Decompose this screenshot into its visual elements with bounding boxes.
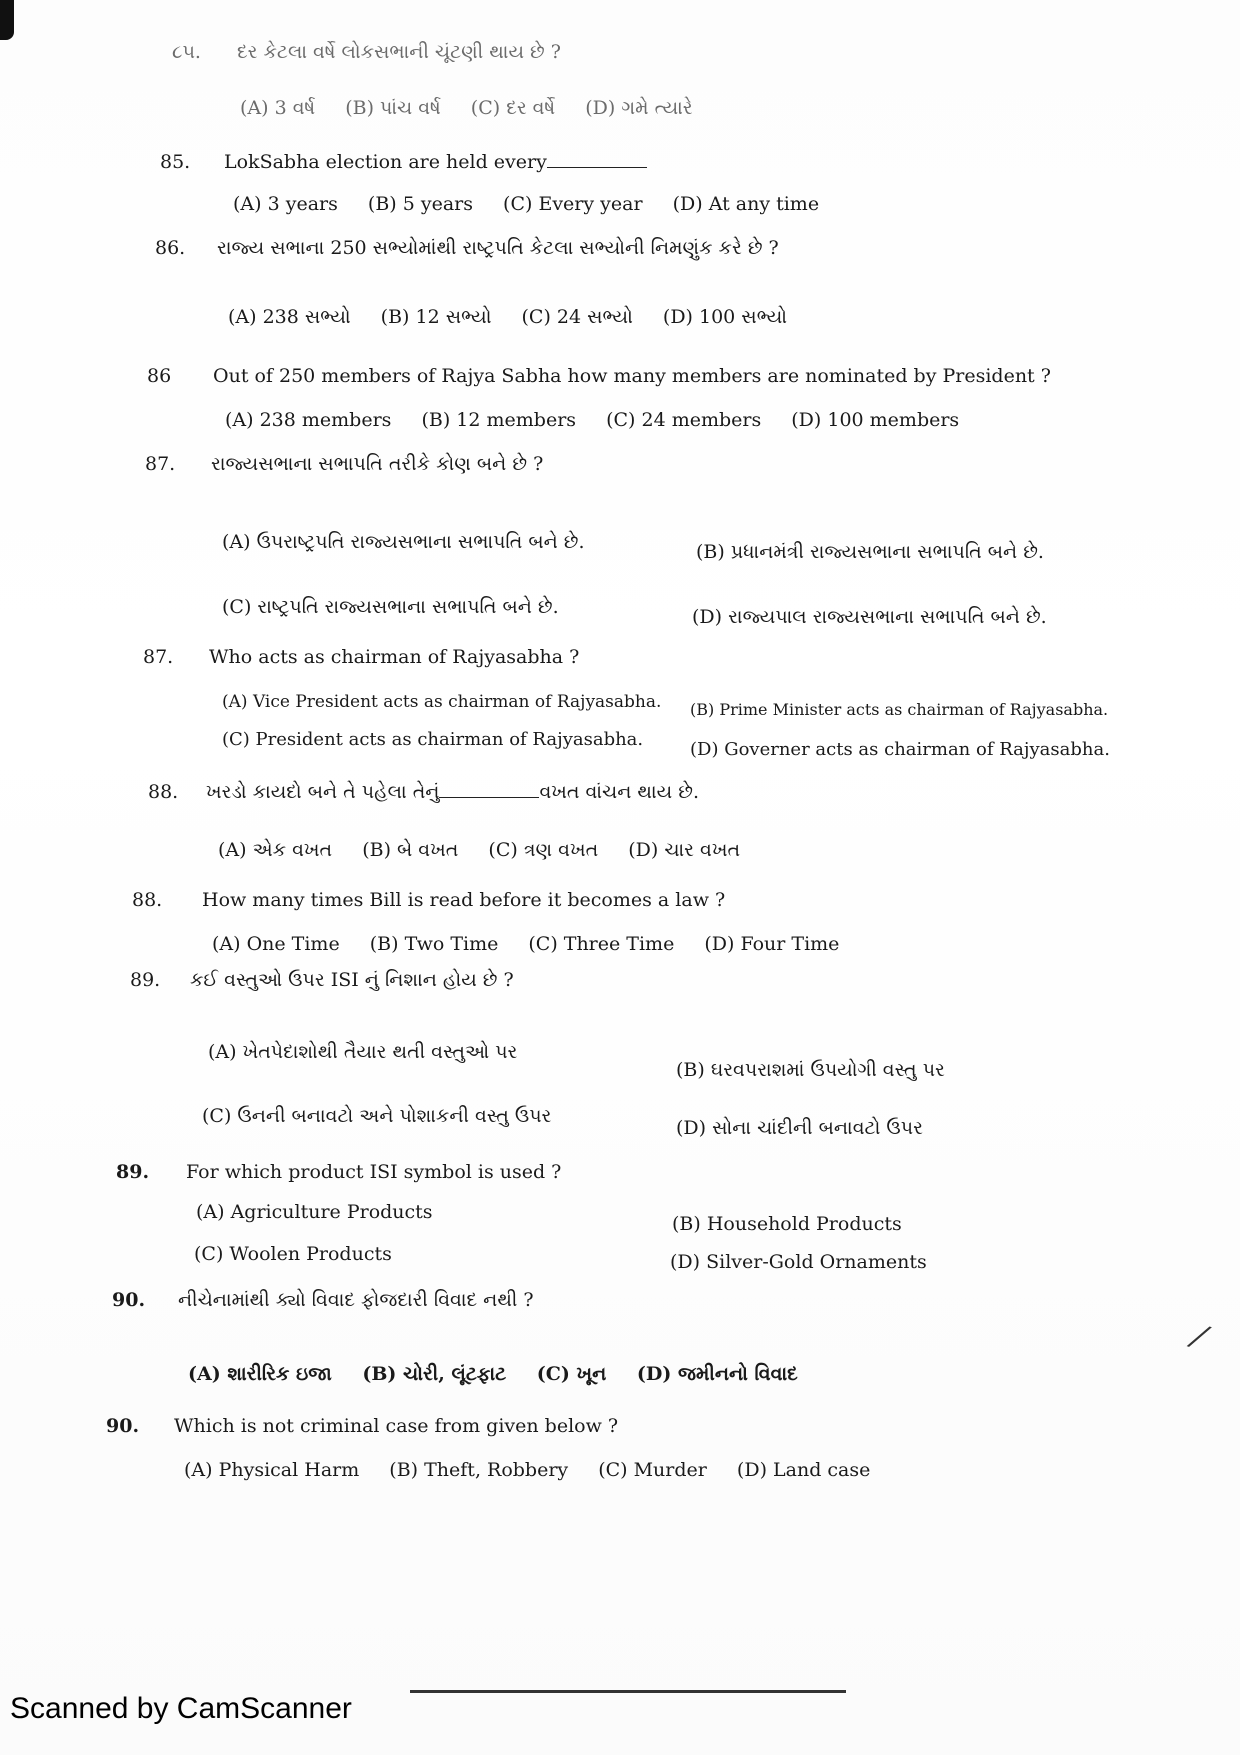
answer-blank <box>439 781 539 798</box>
option-b: (B) પાંચ વર્ષ <box>345 97 441 119</box>
question-90-gujarati <box>112 1288 1112 1314</box>
option-c: (C) Three Time <box>528 933 675 955</box>
question-number: 90. <box>112 1289 146 1311</box>
question-text: કઈ વસ્તુઓ ઉપર ISI નું નિશાન હોય છે ? <box>190 969 514 991</box>
question-89-gujarati <box>130 968 1130 994</box>
option-c: (C) ઉનની બનાવટો અને પોશાકની વસ્તુ ઉપર <box>202 1105 552 1127</box>
pen-mark: ⁄ <box>1189 1318 1208 1358</box>
question-87-english <box>143 645 1143 671</box>
option-c: (C) 24 members <box>606 409 762 431</box>
option-b: (B) 12 members <box>421 409 577 431</box>
option-a: (A) ખેતપેદાશોથી તૈયાર થતી વસ્તુઓ પર <box>208 1041 518 1063</box>
question-85-gujarati <box>172 40 1172 66</box>
option-a: (A) 3 વર્ષ <box>240 97 316 119</box>
option-c: (C) રાષ્ટ્રપતિ રાજ્યસભાના સભાપતિ બને છે. <box>222 596 559 618</box>
option-d: (D) રાજ્યપાલ રાજ્યસભાના સભાપતિ બને છે. <box>692 606 1047 628</box>
question-number: 89. <box>130 969 161 991</box>
scanner-watermark: Scanned by CamScanner <box>10 1692 352 1725</box>
option-a: (A) Vice President acts as chairman of Rajyasabha. <box>222 692 662 712</box>
question-90-gujarati-options <box>188 1362 822 1386</box>
option-d: (D) At any time <box>672 193 820 215</box>
option-d: (D) ચાર વખત <box>628 839 741 861</box>
question-number: 87. <box>143 646 174 668</box>
option-d: (D) Governer acts as chairman of Rajyasabha. <box>690 739 1110 760</box>
option-b: (B) Household Products <box>672 1213 902 1235</box>
question-90-english-options <box>184 1458 894 1482</box>
question-text: દર કેટલા વર્ષે લોકસભાની ચૂંટણી થાય છે ? <box>237 41 561 63</box>
question-88-english <box>132 888 1132 914</box>
question-88-gujarati <box>148 780 1148 806</box>
option-b: (B) 5 years <box>367 193 473 215</box>
option-b: (B) ઘરવપરાશમાં ઉપયોગી વસ્તુ પર <box>676 1059 945 1081</box>
question-text: How many times Bill is read before it becomes a law ? <box>202 889 726 911</box>
question-number: 89. <box>116 1161 150 1183</box>
option-d: (D) ગમે ત્યારે <box>585 97 693 119</box>
option-c: (C) Murder <box>598 1459 707 1481</box>
question-86-gujarati-options <box>228 305 811 329</box>
option-d: (D) Land case <box>736 1459 871 1481</box>
option-a: (A) Physical Harm <box>184 1459 360 1481</box>
option-b: (B) ચોરી, લૂંટફાટ <box>362 1363 507 1385</box>
question-88-gujarati-options <box>218 838 764 862</box>
option-c: (C) દર વર્ષે <box>470 97 556 119</box>
option-c: (C) President acts as chairman of Rajyasabha. <box>222 729 644 750</box>
question-text: નીચેનામાંથી ક્યો વિવાદ ફોજદારી વિવાદ નથી ? <box>178 1289 534 1311</box>
question-text: રાજ્યસભાના સભાપતિ તરીકે કોણ બને છે ? <box>211 453 544 475</box>
question-number: 90. <box>106 1415 140 1437</box>
question-85-gujarati-options <box>240 96 717 120</box>
question-87-gujarati <box>145 452 1145 478</box>
question-85-english-options <box>233 192 843 216</box>
question-text: Out of 250 members of Rajya Sabha how many members are nominated by President ? <box>213 365 1051 387</box>
option-c: (C) Woolen Products <box>194 1243 392 1265</box>
question-number: 85. <box>160 151 191 173</box>
question-text: LokSabha election are held every <box>224 150 647 174</box>
option-a: (A) શારીરિક ઇજા <box>188 1363 332 1385</box>
question-85-english <box>160 150 1160 176</box>
option-d: (D) 100 members <box>791 409 960 431</box>
option-c: (C) Every year <box>503 193 643 215</box>
question-text: ખરડો કાયદો બને તે પહેલા તેનું વખત વાંચન થાય છે. <box>206 781 699 803</box>
option-b: (B) બે વખત <box>362 839 459 861</box>
question-number: 86. <box>155 237 186 259</box>
option-b: (B) પ્રધાનમંત્રી રાજ્યસભાના સભાપતિ બને છે. <box>696 541 1044 563</box>
question-text: રાજ્ય સભાના 250 સભ્યોમાંથી રાષ્ટ્રપતિ કેટલા સભ્યોની નિમણુંક કરે છે ? <box>217 237 779 259</box>
option-a: (A) Agriculture Products <box>196 1201 433 1223</box>
question-number: 87. <box>145 453 176 475</box>
option-d: (D) Silver-Gold Ornaments <box>670 1251 927 1273</box>
question-number: 88. <box>132 889 163 911</box>
option-d: (D) Four Time <box>704 933 840 955</box>
option-c: (C) 24 સભ્યો <box>521 306 633 328</box>
question-86-english-options <box>225 408 983 432</box>
option-c: (C) ત્રણ વખત <box>488 839 599 861</box>
question-number: 86 <box>147 365 172 387</box>
option-d: (D) જમીનનો વિવાદ <box>636 1363 798 1385</box>
question-number: ૮૫. <box>172 41 201 63</box>
option-c: (C) ખૂન <box>536 1363 607 1385</box>
question-number: 88. <box>148 781 179 803</box>
question-88-english-options <box>212 932 863 956</box>
option-b: (B) 12 સભ્યો <box>380 306 492 328</box>
option-a: (A) 238 members <box>225 409 392 431</box>
option-a: (A) 3 years <box>233 193 338 215</box>
bottom-rule <box>410 1690 846 1693</box>
question-89-english <box>116 1160 1116 1186</box>
question-86-gujarati <box>155 236 1215 262</box>
option-d: (D) સોના ચાંદીની બનાવટો ઉપર <box>676 1117 923 1139</box>
question-90-english <box>106 1414 1106 1440</box>
option-a: (A) One Time <box>212 933 340 955</box>
option-b: (B) Two Time <box>369 933 499 955</box>
answer-blank <box>547 151 647 168</box>
option-d: (D) 100 સભ્યો <box>662 306 788 328</box>
option-b: (B) Prime Minister acts as chairman of Rajyasabha. <box>690 700 1109 719</box>
option-a: (A) 238 સભ્યો <box>228 306 351 328</box>
option-a: (A) ઉપરાષ્ટ્રપતિ રાજ્યસભાના સભાપતિ બને છે. <box>222 531 585 553</box>
scan-edge-mark <box>0 0 14 40</box>
question-86-english <box>147 364 1227 390</box>
question-text: For which product ISI symbol is used ? <box>186 1161 562 1183</box>
option-a: (A) એક વખત <box>218 839 333 861</box>
question-text: Who acts as chairman of Rajyasabha ? <box>209 646 580 668</box>
option-b: (B) Theft, Robbery <box>389 1459 569 1481</box>
question-text: Which is not criminal case from given below ? <box>174 1415 619 1437</box>
